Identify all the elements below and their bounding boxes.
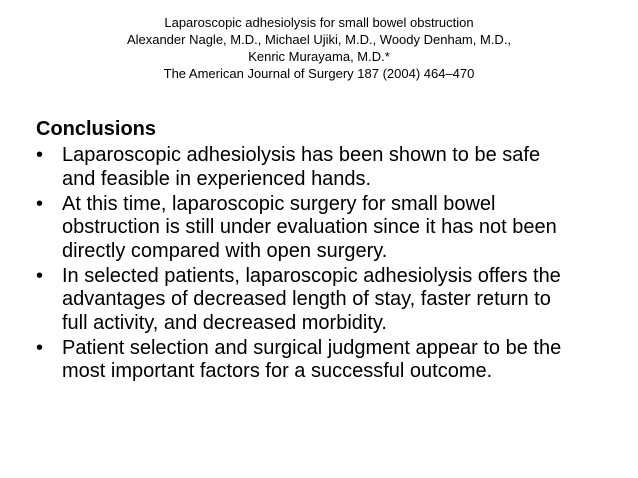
bullet-text-line: advantages of decreased length of stay, faster return to	[62, 288, 551, 310]
citation-journal: The American Journal of Surgery 187 (2004) 464–470	[163, 66, 475, 81]
bullet-text-line: At this time, laparoscopic surgery for small bowel	[62, 192, 496, 215]
bullet-text-line: full activity, and decreased morbidity.	[62, 311, 387, 334]
citation-title: Laparoscopic adhesiolysis for small bowel obstruction	[164, 15, 474, 30]
bullet-icon: •	[36, 144, 44, 166]
bullet-item	[36, 265, 616, 336]
bullet-text-line: obstruction is still under evaluation since it has not been	[62, 216, 557, 238]
bullet-text-line: most important factors for a successful outcome.	[62, 360, 493, 382]
bullet-icon: •	[36, 192, 44, 215]
bullet-icon: •	[36, 336, 44, 359]
section-heading: Conclusions	[36, 118, 157, 140]
bullet-text-line: directly compared with open surgery.	[62, 239, 388, 262]
bullet-text-line: Patient selection and surgical judgment appear to be the	[62, 336, 562, 359]
bullet-text-line: In selected patients, laparoscopic adhesiolysis offers the	[62, 264, 561, 287]
bullet-icon: •	[36, 264, 44, 287]
bullet-text-line: and feasible in experienced hands.	[62, 167, 372, 190]
bullet-item	[36, 144, 616, 191]
conclusions-list	[36, 144, 616, 385]
citation-authors-line-2: Kenric Murayama, M.D.*	[248, 49, 390, 64]
citation-authors-line-1: Alexander Nagle, M.D., Michael Ujiki, M.D., Woody Denham, M.D.,	[126, 32, 512, 47]
citation-block	[0, 14, 638, 82]
bullet-item	[36, 337, 616, 384]
bullet-item	[36, 193, 616, 264]
bullet-text-line: Laparoscopic adhesiolysis has been shown to be safe	[62, 144, 541, 166]
